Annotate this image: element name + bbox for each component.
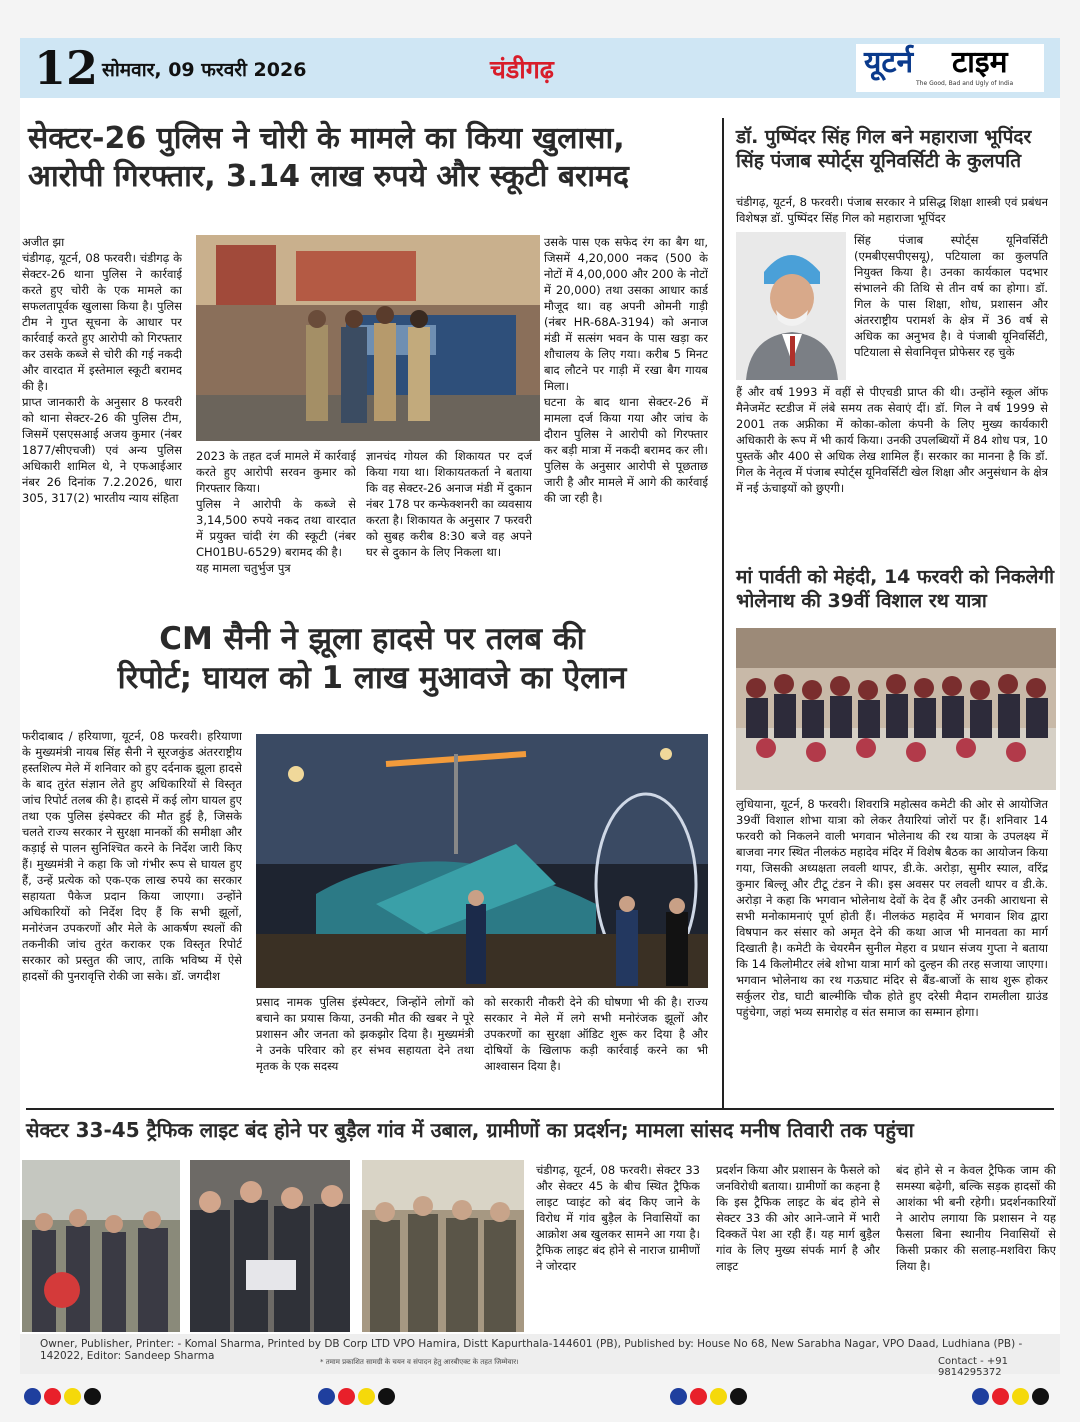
page-number: 12 <box>34 41 99 95</box>
story2-headline-line2: सिंह पंजाब स्पोर्ट्स यूनिवर्सिटी के कुलपति <box>736 149 1022 172</box>
story4-photo-meeting <box>736 628 1056 790</box>
story1-headline-line1: सेक्टर-26 पुलिस ने चोरी के मामले का किया खुलासा, <box>28 121 625 156</box>
page-header <box>20 38 1060 98</box>
story3-headline-line2: रिपोर्ट; घायल को 1 लाख मुआवजे का ऐलान <box>117 659 627 696</box>
story5-photo-1 <box>22 1160 180 1332</box>
story1-photo-police-arrest <box>196 235 540 441</box>
registration-marks-2 <box>318 1388 398 1408</box>
story2-photo-portrait <box>736 232 846 380</box>
registration-marks-3 <box>670 1388 750 1408</box>
contact-line: Contact - +91 9814295372 <box>938 1356 1008 1378</box>
story5-photo-3 <box>362 1160 524 1332</box>
imprint-line: Owner, Publisher, Printer: - Komal Sharma, Printed by DB Corp LTD VPO Hamira, Distt Kapurthala-144601 (PB), Published by: House No 68, New Sarabha Nagar, VPO Daad, Ludhiana (PB) - 142022, Editor: Sandeep Sharma <box>40 1338 1023 1362</box>
story5-headline: सेक्टर 33-45 ट्रैफिक लाइट बंद होने पर बुड़ैल गांव में उबाल, ग्रामीणों का प्रदर्शन; मामला सांसद मनीष तिवारी तक पहुंचा <box>26 1118 914 1142</box>
story4-headline-line1: मां पार्वती को मेहंदी, 14 फरवरी को निकलेगी <box>736 566 1054 588</box>
story3-col1: फरीदाबाद / हरियाणा, यूटर्न, 08 फरवरी। हरियाणा के मुख्यमंत्री नायब सिंह सैनी ने सूरजकुंड अंतरराष्ट्रीय हस्तशिल्प मेले में शनिवार को हुए दर्दनाक झूला हादसे के बाद तुरंत संज्ञान लेते हुए अधिकारियों से विस्तृत जांच रिपोर्ट तलब की है। हादसे में कई लोग घायल हुए तथा एक पुलिस इंस्पेक्टर की मौत हुई है, जिसके चलते राज्य सरकार ने सुरक्षा मानकों की समीक्षा और कड़ाई से पालन सुनिश्चित करने के निर्देश जारी किए हैं। मुख्यमंत्री ने कहा कि जो गंभीर रूप से घायल हुए हैं, उन्हें प्रत्येक को एक-एक लाख रुपये का सरकार सहायता पैकेज प्रदान किया जाएगा। उन्होंने अधिकारियों को निर्देश दिए हैं कि सभी झूलों, मनोरंजन उपकरणों और मेले के आकर्षण स्थलों की तकनीकी जांच तुरंत कराकर एक विस्तृत रिपोर्ट सरकार को प्रस्तुत की जाए, ताकि भविष्य में ऐसे हादसों की पुनरावृत्ति रोकी जा सके। डॉ. जगदीश <box>22 729 242 983</box>
story1-col4: उसके पास एक सफेद रंग का बैग था, जिसमें 4,20,000 नकद (500 के नोटों में 4,00,000 और 200 के नोटों में 20,000) तथा उसका आधार कार्ड मौजूद था। वह अपनी ओमनी गाड़ी (नंबर HR-68A-3194) को अनाज मंडी में सत्संग भवन के पास खड़ा कर शौचालय के लिए गया। करीब 5 मिनट बाद लौटने पर गाड़ी में रखा बैग गायब मिला। घटना के बाद थाना सेक्टर-26 में मामला दर्ज किया गया और जांच के दौरान पुलिस ने आरोपी को गिरफ्तार कर बड़ी मात्रा में नकदी बरामद कर ली। पुलिस के अनुसार आरोपी से पूछताछ जारी है और मामले में आगे की कार्रवाई की जा रही है। <box>544 235 708 505</box>
story2-headline <box>736 126 1056 174</box>
story5-col1: चंडीगढ़, यूटर्न, 08 फरवरी। सेक्टर 33 और सेक्टर 45 के बीच स्थित ट्रैफिक लाइट प्वाइंट को बंद किए जाने के विरोध में गांव बुड़ैल के निवासियों का आक्रोश अब खुलकर सामने आ गया है। ट्रैफिक लाइट बंद होने से नाराज ग्रामीणों ने जोरदार <box>536 1163 700 1273</box>
story2-side-text: सिंह पंजाब स्पोर्ट्स यूनिवर्सिटी (एमबीएसपीएसयू), पटियाला का कुलपति नियुक्त किया है। उनका कार्यकाल पदभार संभालने की तिथि से तीन वर्ष का होगा। डॉ. गिल के पास शिक्षा, शोध, प्रशासन और अंतरराष्ट्रीय परामर्श के क्षेत्र में 36 वर्ष से अधिक का अनुभव है। वे पंजाबी यूनिवर्सिटी, पटियाला से सेवानिवृत्त प्रोफेसर रह चुके <box>854 233 1048 359</box>
story5-photo-2 <box>190 1160 350 1332</box>
story4-headline-line2: भोलेनाथ की 39वीं विशाल रथ यात्रा <box>736 589 987 612</box>
section-divider <box>26 1108 1054 1110</box>
column-divider <box>722 118 724 1108</box>
story1-headline-line2: आरोपी गिरफ्तार, 3.14 लाख रुपये और स्कूटी बरामद <box>28 158 629 194</box>
logo-text-2: टाइम <box>952 45 1008 80</box>
registration-marks-4 <box>972 1388 1052 1408</box>
section-name: चंडीगढ़ <box>490 55 554 84</box>
newspaper-page <box>20 38 1060 1378</box>
story4-headline <box>736 566 1056 614</box>
story4-body: लुधियाना, यूटर्न, 8 फरवरी। शिवरात्रि महोत्सव कमेटी की ओर से आयोजित 39वीं विशाल शोभा यात्रा को लेकर तैयारियां जोरों पर हैं। शनिवार 14 फरवरी को निकलने वाली भगवान भोलेनाथ की रथ यात्रा के उपलक्ष्य में बाजवा नगर स्थित नीलकंठ महादेव मंदिर में विशेष बैठक का आयोजन किया गया, जिसकी अध्यक्षता लवली थापर, डी.के. अरोड़ा, सुमीर स्याल, वरिंद्र कुमार बिल्लू और टीटू टंडन ने की। इस अवसर पर लवली थापर व डी.के. अरोड़ा ने कहा कि भगवान भोलेनाथ देवों के देव हैं और उनकी आराधना से सभी मनोकामनाएं पूर्ण होती हैं। नीलकंठ महादेव में भगवान शिव द्वारा विषपान कर संसार को अमृत देने की कथा आज भी मानवता का मार्ग दिखाती है। कमेटी के चेयरमैन सुनील मेहरा व प्रधान संजय गुप्ता ने बताया कि 14 किलोमीटर लंबे शोभा यात्रा मार्ग को दुल्हन की तरह सजाया जाएगा। भगवान भोलेनाथ का रथ गऊघाट मंदिर से बैंड-बाजों के साथ शुरू होकर सर्कुलर रोड, घाटी बाल्मीकि चौक होते हुए दरेसी मैदान रामलीला ग्राउंड पहुंचेगा, जहां भव्य समारोह व संत समाज का सम्मान होगा। <box>736 797 1048 1019</box>
story1-col1: अजीत झा चंडीगढ़, यूटर्न, 08 फरवरी। चंडीगढ़ के सेक्टर-26 थाना पुलिस ने कार्रवाई करते हुए चोरी के एक मामले का सफलतापूर्वक खुलासा किया है। पुलिस टीम ने गुप्त सूचना के आधार पर कार्रवाई करते हुए आरोपी को गिरफ्तार कर उसके कब्जे से चोरी की गई नकदी और वारदात में इस्तेमाल स्कूटी बरामद की है। प्राप्त जानकारी के अनुसार 8 फरवरी को थाना सेक्टर-26 की पुलिस टीम, जिसमें एसएसआई अजय कुमार (नंबर 1877/सीएचजी) एवं अन्य पुलिस अधिकारी शामिल थे, ने एफआईआर नंबर 26 दिनांक 7.2.2026, धारा 305, 317(2) भारतीय न्याय संहिता <box>22 235 182 505</box>
imprint-note: * तमाम प्रकाशित सामग्री के चयन व संपादन हेतु आरबीएक्ट के तहत जिम्मेवार। <box>320 1358 519 1366</box>
story2-headline-line1: डॉ. पुष्पिंदर सिंह गिल बने महाराजा भूपिंदर <box>736 126 1032 148</box>
story5-col3: बंद होने से न केवल ट्रैफिक जाम की समस्या बढ़ेगी, बल्कि सड़क हादसों की आशंका भी बनी रहेगी। प्रदर्शनकारियों ने आरोप लगाया कि प्रशासन ने यह फैसला बिना स्थानीय निवासियों से किसी प्रकार की सलाह-मशविरा किए लिया है। <box>896 1163 1056 1273</box>
logo-text-1: यूटर्न <box>864 45 914 80</box>
logo-tagline: The Good, Bad and Ugly of India <box>916 80 1014 87</box>
story5-col2: प्रदर्शन किया और प्रशासन के फैसले को जनविरोधी बताया। ग्रामीणों का कहना है कि इस ट्रैफिक लाइट के बंद होने से सेक्टर 33 की ओर आने-जाने में भारी दिक्कतें पेश आ रही हैं। यह मार्ग बुड़ैल गांव के लिए मुख्य संपर्क मार्ग है और लाइट <box>716 1163 880 1273</box>
issue-date: सोमवार, 09 फरवरी 2026 <box>102 59 307 81</box>
story2-lead: चंडीगढ़, यूटर्न, 8 फरवरी। पंजाब सरकार ने प्रसिद्ध शिक्षा शास्त्री एवं प्रबंधन विशेषज्ञ डॉ. पुष्पिंदर सिंह गिल को महाराजा भूपिंदर <box>736 195 1048 225</box>
story3-headline-line1: CM सैनी ने झूला हादसे पर तलब की <box>159 621 585 657</box>
story2-body: हैं और वर्ष 1993 में वहीं से पीएचडी प्राप्त की थी। उन्होंने स्कूल ऑफ मैनेजमेंट स्टडीज में लंबे समय तक सेवाएं दीं। डॉ. गिल ने वर्ष 1999 से 2001 तक अफ्रीका में कोका-कोला कंपनी के लिए मुख्य कार्यकारी अधिकारी के रूप में भी कार्य किया। उनकी उपलब्धियों में 84 शोध पत्र, 10 पुस्तकें और 400 से अधिक लेख शामिल हैं। सरकार का मानना है कि डॉ. गिल के नेतृत्व में पंजाब स्पोर्ट्स यूनिवर्सिटी खेल शिक्षा और अनुसंधान के क्षेत्र में नई ऊंचाइयों को छुएगी। <box>736 385 1048 495</box>
story3-col3: को सरकारी नौकरी देने की घोषणा भी की है। राज्य सरकार ने मेले में लगे सभी मनोरंजक झूलों और उपकरणों का सुरक्षा ऑडिट शुरू कर दिया है और दोषियों के खिलाफ कड़ी कार्रवाई करने का भी आश्वासन दिया है। <box>484 995 708 1073</box>
imprint-footer <box>20 1334 1060 1378</box>
registration-marks-1 <box>24 1388 104 1408</box>
story1-headline <box>28 120 708 195</box>
story3-headline <box>30 620 714 698</box>
story1-col2: 2023 के तहत दर्ज मामले में कार्रवाई करते हुए आरोपी सरवन कुमार को गिरफ्तार किया। पुलिस ने आरोपी के कब्जे से 3,14,500 रुपये नकद तथा वारदात में प्रयुक्त चांदी रंग की स्कूटी (नंबर CH01BU-6529) बरामद की है। यह मामला चतुर्भुज पुत्र <box>196 449 356 575</box>
story3-col2: प्रसाद नामक पुलिस इंस्पेक्टर, जिन्होंने लोगों को बचाने का प्रयास किया, उनकी मौत की खबर ने पूरे प्रशासन और जनता को झकझोर दिया है। मुख्यमंत्री ने उनके परिवार को हर संभव सहायता देने तथा मृतक के एक सदस्य <box>256 995 474 1073</box>
story3-photo-ride-accident <box>256 734 708 988</box>
masthead-logo <box>856 44 1044 92</box>
story1-col3: ज्ञानचंद गोयल की शिकायत पर दर्ज किया गया था। शिकायतकर्ता ने बताया कि वह सेक्टर-26 अनाज मंडी में दुकान नंबर 178 पर कन्फेक्शनरी का व्यवसाय करता है। शिकायत के अनुसार 7 फरवरी को सुबह करीब 8:30 बजे वह अपने घर से दुकान के लिए निकला था। <box>366 449 532 559</box>
